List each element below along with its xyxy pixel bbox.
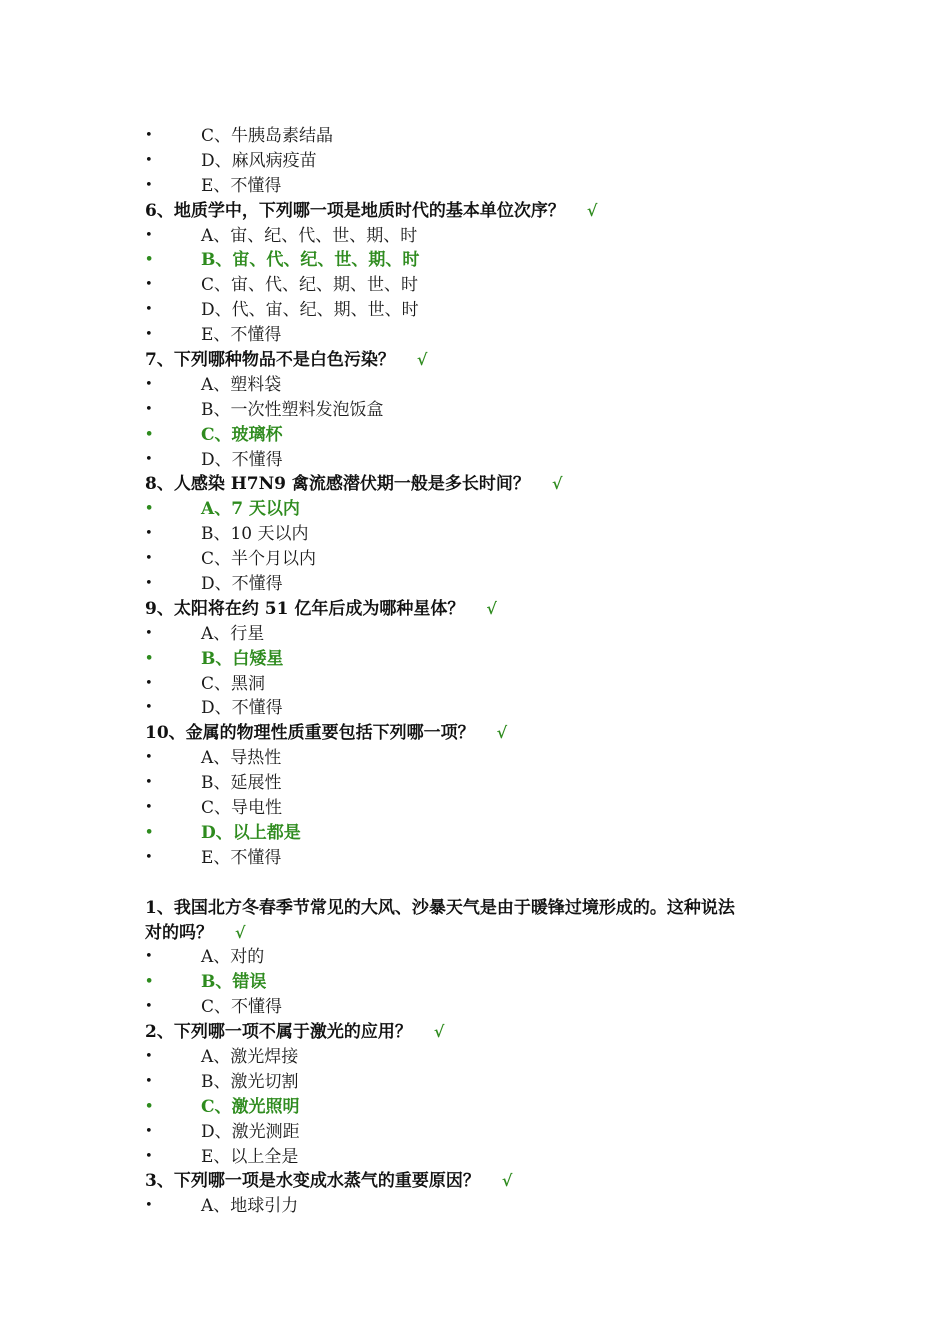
- check-icon: √: [496, 723, 508, 743]
- bullet-icon: •: [145, 227, 153, 243]
- option-item: • D、代、宙、纪、期、世、时: [145, 298, 825, 323]
- option-item-correct: • B、白矮星: [145, 647, 825, 672]
- option-item: • C、黑洞: [145, 672, 825, 697]
- bullet-icon: •: [145, 1098, 154, 1114]
- question-text: 2、下列哪一项不属于激光的应用？ √: [145, 1020, 825, 1045]
- option-item: • D、不懂得: [145, 696, 825, 721]
- bullet-icon: •: [145, 302, 153, 318]
- bullet-icon: •: [145, 152, 153, 168]
- option-item-correct: • C、激光照明: [145, 1095, 825, 1120]
- bullet-icon: •: [145, 277, 153, 293]
- quiz-document: [145, 124, 825, 1219]
- question-text-line1: 1、我国北方冬春季节常见的大风、沙暴天气是由于暖锋过境形成的。这种说法: [145, 897, 735, 918]
- question-block-7: [145, 348, 825, 472]
- bullet-icon: •: [145, 675, 153, 691]
- check-icon: √: [551, 474, 563, 494]
- option-item: • B、延展性: [145, 771, 825, 796]
- question-text-line2: 对的吗？ √: [145, 921, 825, 946]
- option-item: • E、不懂得: [145, 174, 825, 199]
- bullet-icon: •: [145, 401, 153, 417]
- question-text: 3、下列哪一项是水变成水蒸气的重要原因？ √: [145, 1169, 825, 1194]
- option-item: • A、塑料袋: [145, 373, 825, 398]
- option-item: • B、10 天以内: [145, 522, 825, 547]
- bullet-icon: •: [145, 327, 153, 343]
- check-icon: √: [486, 598, 497, 618]
- check-icon: √: [416, 350, 428, 370]
- option-item-correct: • A、7 天以内: [145, 497, 825, 522]
- bullet-icon: •: [145, 177, 153, 193]
- option-item: • D、麻风病疫苗: [145, 149, 825, 174]
- bullet-icon: •: [145, 650, 154, 666]
- bullet-icon: •: [145, 252, 154, 268]
- option-item: • A、导热性: [145, 746, 825, 771]
- check-icon: √: [235, 922, 246, 942]
- bullet-icon: •: [145, 576, 153, 592]
- bullet-icon: •: [145, 451, 153, 467]
- option-item-correct: • C、玻璃杯: [145, 423, 825, 448]
- question-block-s2-2: [145, 1020, 825, 1169]
- bullet-icon: •: [145, 974, 154, 990]
- option-item: • A、激光焊接: [145, 1045, 825, 1070]
- question-text: 10、金属的物理性质重要包括下列哪一项？ √: [145, 721, 825, 746]
- option-item: • E、不懂得: [145, 323, 825, 348]
- option-item: • C、宙、代、纪、期、世、时: [145, 273, 825, 298]
- check-icon: √: [501, 1171, 513, 1191]
- question-block-10: [145, 721, 825, 870]
- question-block-9: [145, 597, 825, 721]
- bullet-icon: •: [145, 750, 153, 766]
- option-item: • B、一次性塑料发泡饭盒: [145, 398, 825, 423]
- option-item: • B、激光切割: [145, 1070, 825, 1095]
- option-item: • C、半个月以内: [145, 547, 825, 572]
- option-item: • D、不懂得: [145, 572, 825, 597]
- bullet-icon: •: [145, 824, 154, 840]
- bullet-icon: •: [145, 800, 153, 816]
- bullet-icon: •: [145, 1123, 153, 1139]
- bullet-icon: •: [145, 1148, 153, 1164]
- check-icon: √: [433, 1022, 445, 1042]
- option-item: • A、地球引力: [145, 1194, 825, 1219]
- question-text: 8、人感染 H7N9 禽流感潜伏期一般是多长时间？ √: [145, 472, 825, 497]
- bullet-icon: •: [145, 1048, 153, 1064]
- bullet-icon: •: [145, 551, 153, 567]
- option-item-correct: • D、以上都是: [145, 821, 825, 846]
- question-block-8: [145, 472, 825, 596]
- option-item: • A、对的: [145, 945, 825, 970]
- bullet-icon: •: [145, 376, 153, 392]
- option-item: • E、以上全是: [145, 1145, 825, 1170]
- bullet-icon: •: [145, 1073, 153, 1089]
- bullet-icon: •: [145, 775, 153, 791]
- section-gap: [145, 871, 825, 896]
- option-item: • D、不懂得: [145, 448, 825, 473]
- question-block-6: [145, 199, 825, 348]
- option-item: • C、不懂得: [145, 995, 825, 1020]
- bullet-icon: •: [145, 128, 153, 143]
- option-item-correct: • B、宙、代、纪、世、期、时: [145, 248, 825, 273]
- option-item: • A、宙、纪、代、世、期、时: [145, 224, 825, 249]
- question-block-s2-3: [145, 1169, 825, 1219]
- bullet-icon: •: [145, 1198, 153, 1214]
- option-item: • D、激光测距: [145, 1120, 825, 1145]
- option-item-correct: • B、错误: [145, 970, 825, 995]
- bullet-icon: •: [145, 999, 153, 1015]
- previous-question-options: [145, 124, 825, 199]
- option-item: • C、导电性: [145, 796, 825, 821]
- question-block-s2-1: [145, 896, 825, 1020]
- bullet-icon: •: [145, 849, 153, 865]
- question-text: 6、地质学中，下列哪一项是地质时代的基本单位次序？ √: [145, 199, 825, 224]
- bullet-icon: •: [145, 700, 153, 716]
- question-text: 7、下列哪种物品不是白色污染？ √: [145, 348, 825, 373]
- option-item: • C、牛胰岛素结晶: [145, 124, 825, 149]
- bullet-icon: •: [145, 949, 153, 965]
- bullet-icon: •: [145, 625, 153, 641]
- bullet-icon: •: [145, 526, 153, 542]
- check-icon: √: [586, 200, 598, 220]
- bullet-icon: •: [145, 501, 154, 517]
- option-item: • E、不懂得: [145, 846, 825, 871]
- option-item: • A、行星: [145, 622, 825, 647]
- question-text: 9、太阳将在约 51 亿年后成为哪种星体？ √: [145, 597, 825, 622]
- bullet-icon: •: [145, 426, 154, 442]
